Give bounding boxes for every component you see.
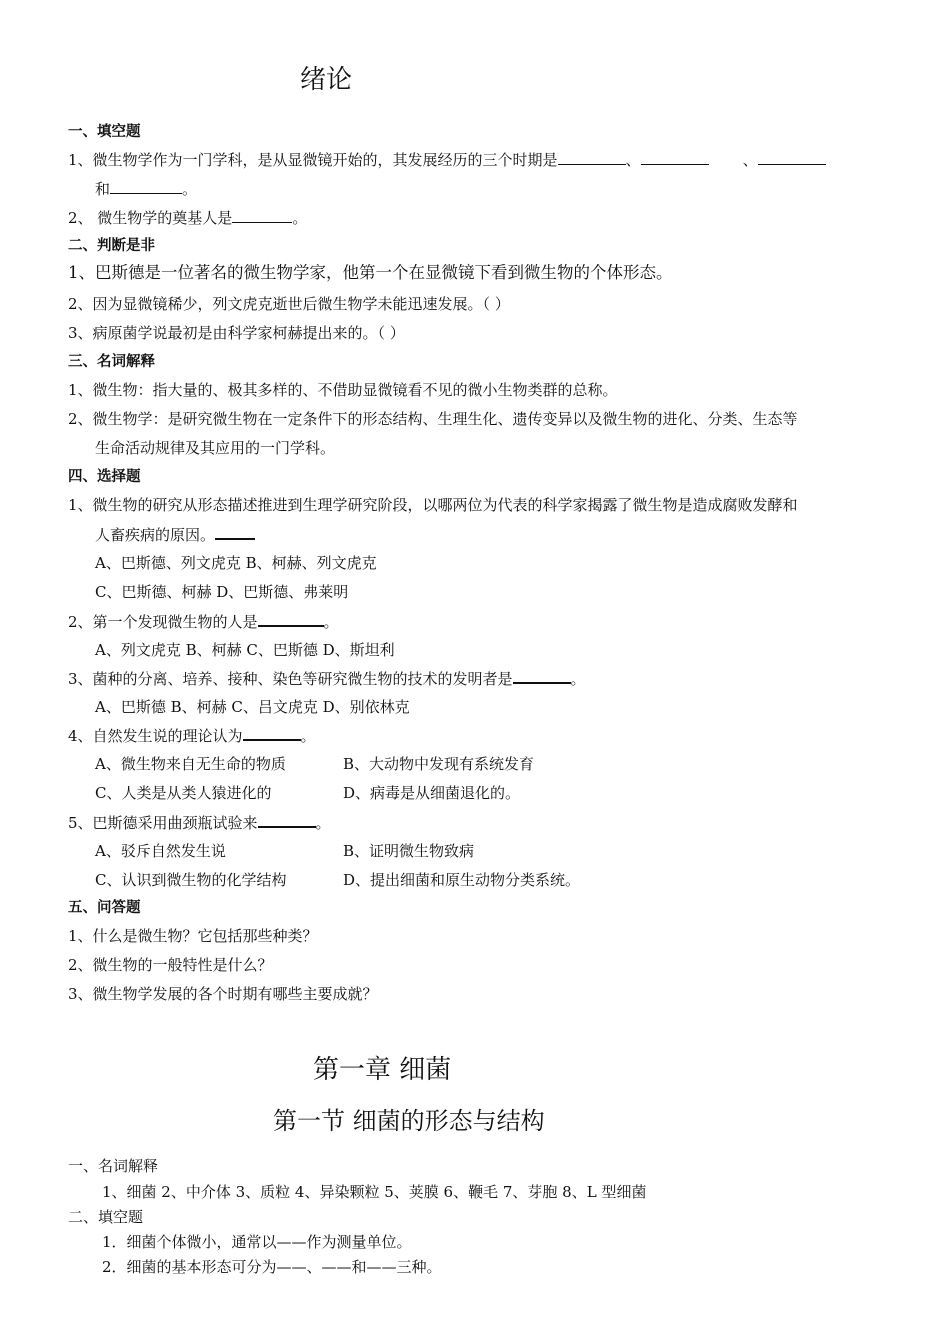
period: 。 [315, 814, 331, 832]
mc-q3 [68, 668, 586, 689]
answer-blank [243, 725, 301, 741]
separator: 、 [742, 151, 758, 169]
period: 。 [300, 727, 316, 745]
period: 。 [292, 209, 308, 227]
mc-q4-text: 4、自然发生说的理论认为 [68, 727, 243, 745]
mc-q5-option-c: C、认识到微生物的化学结构 [95, 871, 287, 889]
mc-q1-options-1: A、巴斯德、列文虎克 B、柯赫、列文虎克 [95, 554, 377, 572]
ch1-terms: 1、细菌 2、中介体 3、质粒 4、异染颗粒 5、荚膜 6、鞭毛 7、芽胞 8、L 型细菌 [102, 1183, 647, 1201]
and-text: 和 [95, 180, 111, 198]
sa-q1: 1、什么是微生物？它包括那些种类？ [68, 927, 318, 945]
sa-q3: 3、微生物学发展的各个时期有哪些主要成就？ [68, 985, 378, 1003]
def-q2-line2: 生命活动规律及其应用的一门学科。 [95, 439, 336, 457]
ch1-heading-fill-blank: 二、填空题 [68, 1208, 144, 1226]
answer-blank [110, 179, 182, 194]
mc-q4-option-a: A、微生物来自无生命的物质 [95, 755, 286, 773]
mc-q2 [68, 611, 339, 632]
section-heading-fill-blank: 一、填空题 [68, 124, 141, 140]
answer-blank [258, 812, 316, 828]
section-title: 第一节 细菌的形态与结构 [273, 1107, 545, 1135]
period: 。 [182, 180, 198, 198]
intro-title: 绪论 [300, 65, 353, 95]
chapter-title: 第一章 细菌 [313, 1055, 452, 1085]
ch1-heading-definitions: 一、名词解释 [68, 1157, 159, 1175]
section-heading-true-false: 二、判断是非 [68, 238, 155, 254]
mc-q5-option-b: B、证明微生物致病 [343, 842, 475, 860]
ch1-fill-q1: 1．细菌个体微小，通常以——作为测量单位。 [102, 1233, 412, 1251]
section-heading-short-answer: 五、问答题 [68, 900, 141, 916]
separator: 、 [625, 151, 641, 169]
mc-q1-line1: 1、微生物的研究从形态描述推进到生理学研究阶段，以哪两位为代表的科学家揭露了微生物是造成腐败发酵和 [68, 496, 798, 514]
mc-q5-option-d: D、提出细菌和原生动物分类系统。 [343, 871, 581, 889]
mc-q4-option-c: C、人类是从类人猿进化的 [95, 784, 272, 802]
answer-blank [232, 208, 292, 223]
mc-q1-line2 [95, 524, 255, 545]
answer-blank [513, 668, 571, 684]
mc-q5 [68, 812, 331, 833]
fill-q2 [68, 208, 307, 228]
section-heading-definitions: 三、名词解释 [68, 354, 155, 370]
period: 。 [570, 670, 586, 688]
mc-q1-options-2: C、巴斯德、柯赫 D、巴斯德、弗莱明 [95, 583, 349, 601]
fill-q2-text: 2、 微生物学的奠基人是 [68, 209, 233, 227]
mc-q4 [68, 725, 316, 746]
fill-q1-line2 [95, 179, 197, 199]
mc-q5-option-a: A、驳斥自然发生说 [95, 842, 226, 860]
mc-q2-text: 2、第一个发现微生物的人是 [68, 613, 258, 631]
mc-q3-text: 3、菌种的分离、培养、接种、染色等研究微生物的技术的发明者是 [68, 670, 513, 688]
mc-q1-text: 人畜疾病的原因。 [95, 526, 216, 544]
mc-q2-options: A、列文虎克 B、柯赫 C、巴斯德 D、斯坦利 [95, 641, 395, 659]
answer-blank [258, 611, 324, 627]
mc-q3-options: A、巴斯德 B、柯赫 C、吕文虎克 D、别依林克 [95, 698, 410, 716]
fill-q1-text: 1、微生物学作为一门学科，是从显微镜开始的，其发展经历的三个时期是 [68, 151, 558, 169]
answer-blank [641, 150, 709, 165]
ch1-fill-q2: 2．细菌的基本形态可分为——、——和——三种。 [102, 1258, 442, 1276]
mc-q4-option-d: D、病毒是从细菌退化的。 [343, 784, 521, 802]
period: 。 [323, 613, 339, 631]
mc-q5-text: 5、巴斯德采用曲颈瓶试验来 [68, 814, 258, 832]
sa-q2: 2、微生物的一般特性是什么？ [68, 956, 273, 974]
mc-q4-option-b: B、大动物中发现有系统发育 [343, 755, 535, 773]
tf-q2: 2、因为显微镜稀少，列文虎克逝世后微生物学未能迅速发展。（ ） [68, 295, 510, 313]
def-q2-line1: 2、微生物学：是研究微生物在一定条件下的形态结构、生理生化、遗传变异以及微生物的进化、分类、生态等 [68, 410, 798, 428]
answer-blank [758, 150, 826, 165]
tf-q1: 1、巴斯德是一位著名的微生物学家，他第一个在显微镜下看到微生物的个体形态。 [68, 263, 673, 282]
fill-q1-line1 [68, 150, 826, 170]
section-heading-multiple-choice: 四、选择题 [68, 469, 141, 485]
answer-blank [558, 150, 626, 165]
def-q1: 1、微生物：指大量的、极其多样的、不借助显微镜看不见的微小生物类群的总称。 [68, 381, 618, 399]
tf-q3: 3、病原菌学说最初是由科学家柯赫提出来的。（ ） [68, 324, 405, 342]
answer-blank [215, 524, 255, 540]
